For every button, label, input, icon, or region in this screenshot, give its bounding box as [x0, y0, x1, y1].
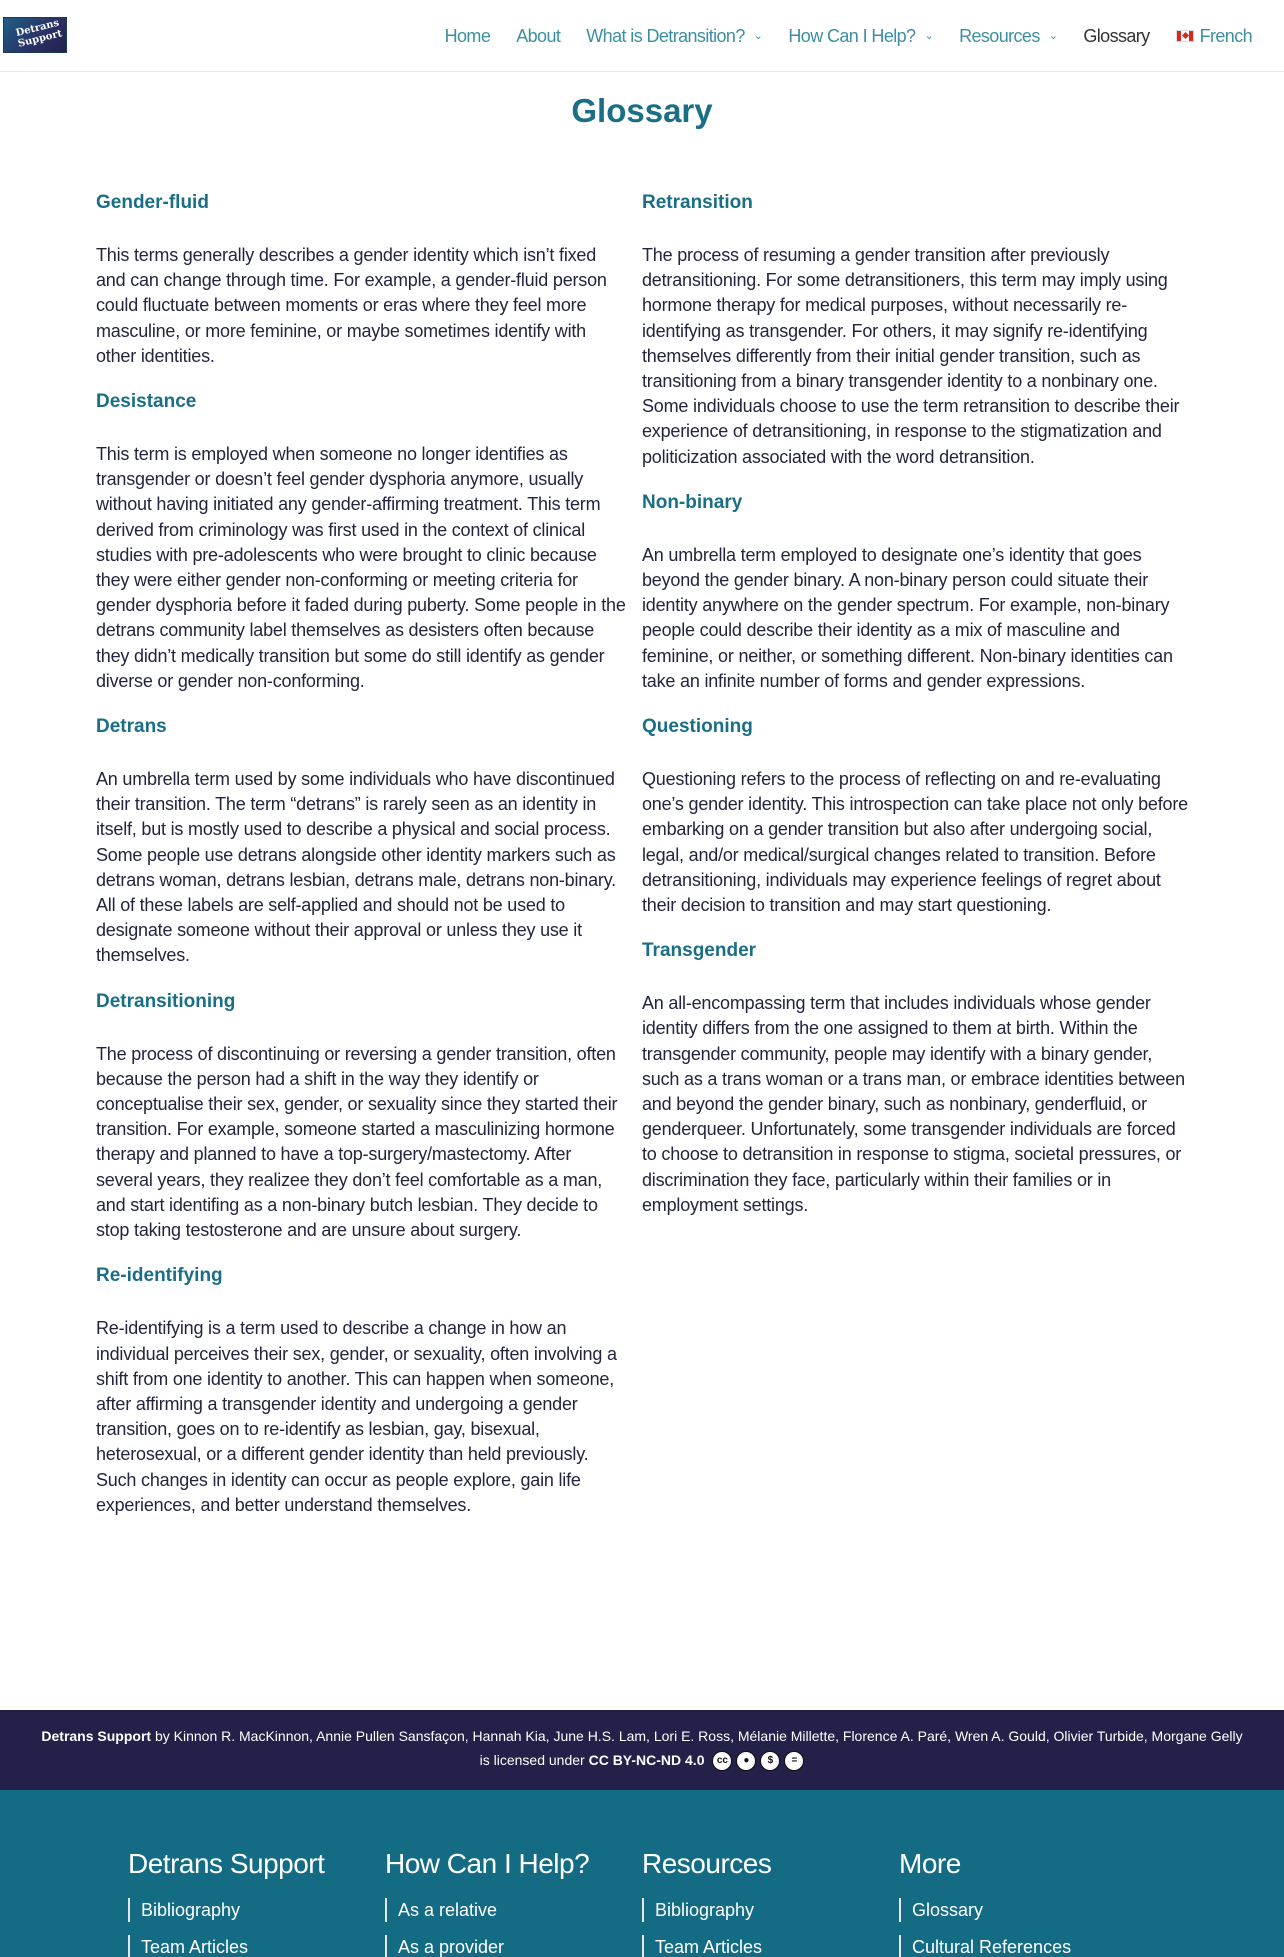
footer-column-title: More [899, 1848, 961, 1879]
footer-link[interactable]: Glossary [899, 1898, 1139, 1922]
glossary-right-column [642, 190, 1188, 1238]
footer-link[interactable]: As a provider [385, 1935, 625, 1957]
footer-column-title: Resources [642, 1848, 772, 1879]
term-definition: This terms generally describes a gender identity which isn’t fixed and can change through time. For example, a gender-fluid person could fluctuate between moments or eras where they feel more masculine, or more feminine, or maybe sometimes identify with other identities. [96, 245, 607, 366]
footer-link[interactable]: Team Articles [642, 1935, 882, 1957]
nd-icon: = [784, 1751, 804, 1771]
site-footer [0, 1790, 1284, 1957]
nav-about[interactable] [516, 26, 560, 47]
nav-how-can-i-help[interactable] [788, 26, 933, 47]
nav-resources-label: Resources [959, 25, 1040, 46]
term-definition: An umbrella term employed to designate one’s identity that goes beyond the gender binary. A non-binary person could situate their identity anywhere on the gender spectrum. For example, non-binary people could describe their identity as a mix of masculine and feminine, or neither, or something different. Non-binary identities can take an infinite number of forms and gender expressions. [642, 544, 1173, 691]
footer-column-title: Detrans Support [128, 1848, 325, 1879]
footer-link[interactable]: Bibliography [642, 1898, 882, 1922]
by-icon: ● [736, 1751, 756, 1771]
term-heading: Gender-fluid [96, 192, 209, 213]
chevron-down-icon: ⌄ [1048, 29, 1058, 42]
glossary-entry [642, 190, 1188, 470]
term-definition: The process of resuming a gender transition after previously detransitioning. For some detransitioners, this term may imply using hormone therapy for medical purposes, without necessarily re-identifying as transgender. For others, it may signify re-identifying themselves differently from their initial gender transition, such as transitioning from a binary transgender identity to a nonbinary one. Some individuals choose to use the term retransition to describe their experience of detransitioning, in response to the stigmatization and politicization associated with the word detransition. [642, 245, 1180, 467]
term-definition: An umbrella term used by some individuals who have discontinued their transition. The term “detrans” is rarely seen as an identity in itself, but is mostly used to describe a physical and social process. Some people use detrans alongside other identity markers such as detrans woman, detrans lesbian, detrans male, detrans non-binary. All of these labels are self-applied and should not be used to designate someone without their approval or unless they use it themselves. [96, 769, 616, 966]
glossary-entry [96, 389, 626, 694]
glossary-entry [96, 989, 626, 1244]
term-heading: Detransitioning [96, 990, 236, 1012]
page-title: Glossary [571, 92, 713, 129]
nav-what-is-detransition-label: What is Detransition? [586, 25, 745, 46]
glossary-entry [96, 190, 626, 369]
term-heading: Retransition [642, 192, 753, 213]
main-nav [419, 0, 1252, 72]
term-definition: This term is employed when someone no longer identifies as transgender or doesn’t feel gender dysphoria anymore, usually without having initiated any gender-affirming treatment. This term derived from criminology was first used in the context of clinical studies with pre-adolescents who were brought to clinic because they were either gender non-conforming or meeting criteria for gender dysphoria before it faded during puberty. Some people in the detrans community label themselves as desisters often because they didn’t medically transition but some do still identify as gender diverse or gender non-conforming. [96, 444, 626, 691]
nav-home[interactable] [445, 26, 491, 47]
footer-link[interactable]: Bibliography [128, 1898, 368, 1922]
glossary-entry [642, 490, 1188, 694]
nav-glossary[interactable] [1083, 26, 1149, 47]
chevron-down-icon: ⌄ [924, 29, 934, 42]
license-bar [0, 1710, 1284, 1790]
glossary-entry [642, 938, 1188, 1218]
term-heading: Detrans [96, 716, 167, 738]
term-definition: Re-identifying is a term used to describe a change in how an individual perceives their sex, gender, or sexuality, often involving a shift from one identity to another. This can happen when someone, after affirming a transgender identity and undergoing a gender transition, goes on to re-identify as lesbian, gay, bisexual, heterosexual, or a different gender identity than held previously. Such changes in identity can occur as people explore, gain life experiences, and better understand themselves. [96, 1318, 617, 1515]
nav-how-can-i-help-label: How Can I Help? [788, 25, 916, 46]
nav-french[interactable] [1176, 26, 1252, 47]
term-definition: Questioning refers to the process of reflecting on and re-evaluating one’s gender identity. This introspection can take place not only before embarking on a gender transition but also after undergoing social, legal, and/or medical/surgical changes related to transition. Before detransitioning, individuals may experience feelings of regret about their decision to transition and may start questioning. [642, 769, 1188, 916]
term-definition: An all-encompassing term that includes individuals whose gender identity differs from the one assigned to them at birth. Within the transgender community, people may identify with a binary gender, such as a trans woman or a trans man, or embrace identities between and beyond the gender binary, such as nonbinary, genderfluid, or genderqueer. Unfortunately, some transgender individuals are forced to choose to detransition in response to stigma, societal pressures, or discrimination they face, particularly within their families or in employment settings. [642, 993, 1185, 1215]
glossary-left-column [96, 190, 626, 1538]
nav-about-label: About [516, 25, 561, 46]
term-definition: The process of discontinuing or reversing a gender transition, often because the person had a shift in the way they identify or conceptualise their sex, gender, or sexuality since they started their transition. For example, someone started a masculinizing hormone therapy and planned to have a top-surgery/mastectomy. After several years, they realizee they don’t feel comfortable as a man, and start identifing as a non-binary butch lesbian. They decide to stop taking testosterone and are unsure about surgery. [96, 1043, 618, 1241]
canada-flag-icon [1176, 30, 1194, 42]
glossary-entry [96, 714, 626, 969]
chevron-down-icon: ⌄ [753, 29, 763, 42]
footer-column-title: How Can I Help? [385, 1848, 590, 1879]
footer-link[interactable]: Team Articles [128, 1935, 368, 1957]
nav-home-label: Home [444, 25, 491, 46]
footer-column [642, 1848, 882, 1957]
footer-column [899, 1848, 1139, 1957]
footer-column [128, 1848, 368, 1957]
license-name-link[interactable]: CC BY-NC-ND 4.0 [588, 1752, 705, 1768]
nav-what-is-detransition[interactable] [586, 26, 762, 47]
site-logo[interactable] [3, 17, 67, 53]
nav-french-label: French [1199, 25, 1252, 46]
nav-glossary-label: Glossary [1083, 25, 1150, 46]
term-heading: Questioning [642, 716, 753, 738]
nc-icon: $ [760, 1751, 780, 1771]
cc-icons [712, 1751, 804, 1771]
term-heading: Desistance [96, 391, 197, 413]
glossary-entry [96, 1263, 626, 1518]
logo-text: Detrans Support [14, 17, 64, 50]
term-heading: Non-binary [642, 491, 743, 513]
glossary-entry [642, 714, 1188, 918]
term-heading: Transgender [642, 940, 757, 962]
footer-link[interactable]: As a relative [385, 1898, 625, 1922]
footer-link[interactable]: Cultural References [899, 1935, 1139, 1957]
license-authors: by Kinnon R. MacKinnon, Annie Pullen Sansfaçon, Hannah Kia, June H.S. Lam, Lori E. Ross, Mélanie Millette, Florence A. Paré, Wren A. Gould, Olivier Turbide, Morgane Gelly [154, 1728, 1243, 1744]
site-header [0, 0, 1284, 72]
cc-icon: cc [712, 1751, 732, 1771]
term-heading: Re-identifying [96, 1265, 223, 1287]
license-text: is licensed under [479, 1752, 585, 1768]
license-work-link[interactable]: Detrans Support [41, 1728, 152, 1744]
nav-resources[interactable] [959, 26, 1057, 47]
footer-column [385, 1848, 625, 1957]
